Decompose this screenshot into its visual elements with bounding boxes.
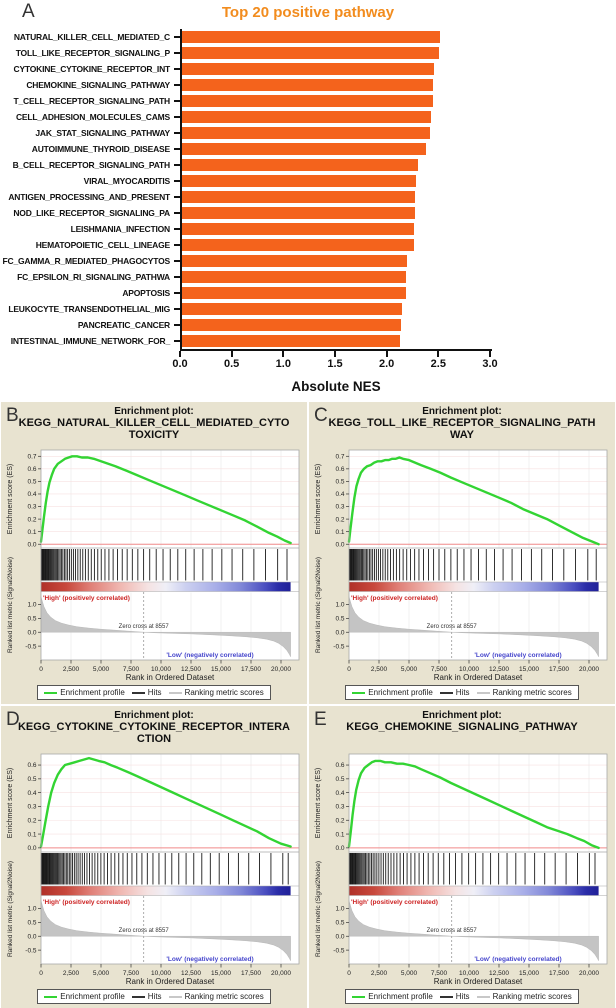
gsea-header-line: Enrichment plot: (114, 710, 194, 721)
low-correlated-label: 'Low' (negatively correlated) (474, 956, 562, 963)
gsea-pathway-title: KEGG_CYTOKINE_CYTOKINE_RECEPTOR_INTERACTION (17, 721, 290, 746)
x-tick-label: 7,500 (122, 666, 140, 673)
bar-chart-row (0, 253, 616, 269)
x-tick-label: 5,000 (400, 970, 418, 977)
x-tick-label: 0.0 (172, 358, 188, 370)
bar-chart-row (0, 93, 616, 109)
legend-label: Hits (455, 688, 470, 697)
legend-item-hits (440, 992, 470, 1001)
bar-category-label: AUTOIMMUNE_THYROID_DISEASE (31, 144, 170, 154)
x-tick-mark (334, 351, 336, 357)
bar (180, 111, 431, 123)
gsea-header (1, 402, 307, 447)
metric-y-axis-title: Ranked list metric (Signal2Noise) (315, 860, 322, 958)
panel-c-letter: C (314, 405, 328, 426)
bar-chart-row (0, 173, 616, 189)
legend-swatch (169, 996, 182, 998)
es-y-axis-title: Enrichment score (ES) (315, 767, 322, 839)
bar-category-label: NATURAL_KILLER_CELL_MEDIATED_C (13, 32, 170, 42)
x-tick-label: 12,500 (181, 666, 201, 673)
low-correlated-label: 'Low' (negatively correlated) (166, 956, 254, 963)
x-tick-mark (386, 351, 388, 357)
metric-y-axis-title: Ranked list metric (Signal2Noise) (7, 556, 14, 654)
panel-b-letter: B (6, 405, 19, 426)
bar-chart-x-label: Absolute NES (291, 379, 381, 394)
bar-chart-row (0, 29, 616, 45)
x-tick-label: 10,000 (151, 970, 171, 977)
metric-ytick-label: 0.5 (335, 615, 345, 623)
x-axis-title: Rank in Ordered Dataset (125, 977, 215, 986)
x-tick-label: 20,000 (579, 970, 599, 977)
bar-chart-row (0, 109, 616, 125)
zero-cross-label: Zero cross at 8557 (118, 928, 169, 934)
bar-chart-y-axis-line (180, 29, 182, 349)
bar-chart-row (0, 125, 616, 141)
x-tick-mark (489, 351, 491, 357)
es-ytick-label: 0.6 (335, 762, 345, 770)
x-tick-label: 12,500 (181, 970, 201, 977)
x-tick-label: 20,000 (271, 970, 291, 977)
legend-swatch (132, 692, 145, 694)
x-tick-label: 1.0 (275, 358, 291, 370)
gsea-pathway-title: KEGG_TOLL_LIKE_RECEPTOR_SIGNALING_PATHWAY (328, 417, 596, 442)
panel-e-letter: E (314, 709, 327, 730)
panel-a-letter: A (22, 1, 35, 22)
x-tick-label: 5,000 (400, 666, 418, 673)
bar-category-label: HEMATOPOIETIC_CELL_LINEAGE (35, 240, 170, 250)
es-ytick-label: 0.4 (335, 491, 345, 499)
high-correlated-label: 'High' (positively correlated) (43, 899, 130, 906)
panel-a-title: Top 20 positive pathway (221, 4, 395, 21)
gsea-plot-b (3, 448, 305, 684)
legend-label: Enrichment profile (60, 992, 125, 1001)
bar (180, 271, 406, 283)
gsea-panels-grid (1, 402, 616, 1008)
panel-d-letter: D (6, 709, 20, 730)
x-tick-mark (282, 351, 284, 357)
legend-swatch (440, 996, 453, 998)
gsea-header (309, 706, 615, 751)
bar-category-label: ANTIGEN_PROCESSING_AND_PRESENT (8, 192, 170, 202)
bar (180, 79, 433, 91)
metric-ytick-label: 0.0 (27, 933, 37, 941)
bar-chart-row (0, 333, 616, 349)
bar (180, 223, 414, 235)
bar-category-label: LEISHMANIA_INFECTION (70, 224, 170, 234)
x-tick-label: 12,500 (489, 666, 509, 673)
es-ytick-label: 0.7 (27, 453, 37, 461)
legend-label: Enrichment profile (368, 992, 433, 1001)
x-tick-label: 15,000 (211, 666, 231, 673)
rank-color-strip (41, 886, 291, 896)
legend-swatch (352, 692, 365, 694)
gsea-panel-b (1, 402, 307, 704)
x-tick-label: 0 (347, 970, 351, 977)
metric-ytick-label: -0.5 (333, 643, 345, 651)
es-ytick-label: 0.1 (27, 528, 37, 536)
bar (180, 255, 407, 267)
es-y-axis-title: Enrichment score (ES) (315, 463, 322, 535)
metric-ytick-label: 0.5 (27, 615, 37, 623)
bar (180, 239, 414, 251)
bar-chart-x-axis (172, 349, 498, 379)
bar (180, 175, 416, 187)
low-correlated-label: 'Low' (negatively correlated) (166, 652, 254, 659)
bar (180, 47, 439, 59)
bar-chart-row (0, 221, 616, 237)
bar-category-label: B_CELL_RECEPTOR_SIGNALING_PATH (12, 160, 170, 170)
metric-ytick-label: -0.5 (333, 947, 345, 955)
x-tick-label: 10,000 (151, 666, 171, 673)
es-ytick-label: 0.4 (27, 789, 37, 797)
legend-label: Ranking metric scores (492, 992, 572, 1001)
es-ytick-label: 0.0 (27, 845, 37, 853)
bar (180, 127, 430, 139)
gsea-header (1, 706, 307, 751)
legend-item-hits (132, 688, 162, 697)
es-ytick-label: 0.2 (27, 516, 37, 524)
es-y-axis-title: Enrichment score (ES) (7, 463, 14, 535)
x-tick-label: 2,500 (62, 970, 80, 977)
x-tick-label: 15,000 (211, 970, 231, 977)
es-ytick-label: 0.2 (335, 817, 345, 825)
legend-item-enrichment-profile (44, 992, 124, 1001)
x-tick-label: 2,500 (370, 666, 388, 673)
legend-label: Hits (147, 688, 162, 697)
es-ytick-label: 0.0 (335, 541, 345, 549)
es-ytick-label: 0.7 (335, 453, 345, 461)
bar (180, 63, 434, 75)
x-tick-label: 0 (39, 666, 43, 673)
legend-swatch (352, 996, 365, 998)
gsea-panel-e (309, 706, 615, 1008)
bar-chart-row (0, 189, 616, 205)
gsea-legend (37, 685, 270, 700)
legend-swatch (132, 996, 145, 998)
legend-item-enrichment-profile (44, 688, 124, 697)
rank-color-strip (41, 582, 291, 592)
bar-chart-row (0, 77, 616, 93)
gsea-pathway-title: KEGG_NATURAL_KILLER_CELL_MEDIATED_CYTOTOXICITY (18, 417, 290, 442)
x-tick-label: 5,000 (92, 666, 110, 673)
gsea-header-line: Enrichment plot: (422, 710, 502, 721)
es-ytick-label: 0.1 (27, 831, 37, 839)
es-ytick-label: 0.1 (335, 831, 345, 839)
es-ytick-label: 0.5 (335, 478, 345, 486)
gsea-legend (345, 989, 578, 1004)
x-tick-label: 1.5 (327, 358, 343, 370)
gsea-plot-d (3, 752, 305, 988)
bar-category-label: PANCREATIC_CANCER (77, 320, 170, 330)
x-tick-label: 20,000 (271, 666, 291, 673)
legend-label: Hits (147, 992, 162, 1001)
metric-ytick-label: -0.5 (25, 643, 37, 651)
x-tick-label: 7,500 (122, 970, 140, 977)
bar (180, 191, 415, 203)
zero-cross-label: Zero cross at 8557 (426, 928, 477, 934)
metric-ytick-label: 1.0 (27, 601, 37, 609)
x-tick-label: 2,500 (370, 970, 388, 977)
x-tick-label: 17,500 (241, 970, 261, 977)
x-tick-label: 2,500 (62, 666, 80, 673)
es-ytick-label: 0.2 (27, 817, 37, 825)
es-ytick-label: 0.3 (27, 503, 37, 511)
gsea-legend (345, 685, 578, 700)
gsea-pathway-title: KEGG_CHEMOKINE_SIGNALING_PATHWAY (346, 721, 578, 733)
gsea-panel-c (309, 402, 615, 704)
high-correlated-label: 'High' (positively correlated) (43, 595, 130, 602)
bar-category-label: FC_EPSILON_RI_SIGNALING_PATHWA (17, 272, 170, 282)
es-ytick-label: 0.6 (335, 466, 345, 474)
bar-chart-row (0, 157, 616, 173)
low-correlated-label: 'Low' (negatively correlated) (474, 652, 562, 659)
gsea-plot-c (311, 448, 613, 684)
es-ytick-label: 0.0 (27, 541, 37, 549)
bar-category-label: CYTOKINE_CYTOKINE_RECEPTOR_INT (13, 64, 170, 74)
x-tick-label: 15,000 (519, 970, 539, 977)
high-correlated-label: 'High' (positively correlated) (351, 595, 438, 602)
x-tick-label: 2.0 (379, 358, 395, 370)
bar-chart-row (0, 141, 616, 157)
bar-chart-row (0, 45, 616, 61)
bar (180, 143, 426, 155)
metric-ytick-label: 1.0 (27, 905, 37, 913)
bar (180, 207, 415, 219)
x-tick-mark (231, 351, 233, 357)
legend-item-enrichment-profile (352, 992, 432, 1001)
bar-chart (0, 29, 616, 349)
gsea-header (309, 402, 615, 447)
legend-swatch (440, 692, 453, 694)
bar-category-label: INTESTINAL_IMMUNE_NETWORK_FOR_ (10, 336, 170, 346)
zero-cross-label: Zero cross at 8557 (118, 624, 169, 630)
es-y-axis-title: Enrichment score (ES) (7, 767, 14, 839)
legend-swatch (169, 692, 182, 694)
legend-item-ranking-metric-scores (477, 688, 572, 697)
x-tick-label: 20,000 (579, 666, 599, 673)
x-tick-label: 3.0 (482, 358, 498, 370)
gsea-header-line: Enrichment plot: (422, 406, 502, 417)
bar (180, 335, 400, 347)
es-ytick-label: 0.4 (27, 491, 37, 499)
bar-category-label: T_CELL_RECEPTOR_SIGNALING_PATH (13, 96, 170, 106)
legend-item-hits (440, 688, 470, 697)
metric-ytick-label: -0.5 (25, 947, 37, 955)
es-ytick-label: 0.3 (335, 803, 345, 811)
x-tick-label: 17,500 (549, 970, 569, 977)
bar-chart-row (0, 61, 616, 77)
es-ytick-label: 0.4 (335, 789, 345, 797)
metric-ytick-label: 1.0 (335, 601, 345, 609)
bar-category-label: CHEMOKINE_SIGNALING_PATHWAY (26, 80, 170, 90)
bar (180, 287, 406, 299)
bar-category-label: VIRAL_MYOCARDITIS (83, 176, 170, 186)
x-axis-title: Rank in Ordered Dataset (125, 673, 215, 682)
bar-category-label: JAK_STAT_SIGNALING_PATHWAY (35, 128, 170, 138)
legend-item-hits (132, 992, 162, 1001)
bar-category-label: CELL_ADHESION_MOLECULES_CAMS (15, 112, 170, 122)
es-ytick-label: 0.2 (335, 516, 345, 524)
metric-ytick-label: 0.0 (27, 629, 37, 637)
legend-swatch (477, 996, 490, 998)
es-ytick-label: 0.3 (335, 503, 345, 511)
x-tick-label: 10,000 (459, 666, 479, 673)
gsea-plot-e (311, 752, 613, 988)
bar-chart-row (0, 205, 616, 221)
es-ytick-label: 0.6 (27, 466, 37, 474)
metric-ytick-label: 0.5 (335, 919, 345, 927)
bar (180, 319, 401, 331)
bar (180, 159, 418, 171)
legend-label: Ranking metric scores (184, 992, 264, 1001)
legend-label: Ranking metric scores (184, 688, 264, 697)
bar-category-label: APOPTOSIS (122, 288, 170, 298)
bar-category-label: NOD_LIKE_RECEPTOR_SIGNALING_PA (13, 208, 170, 218)
x-axis-title: Rank in Ordered Dataset (433, 673, 523, 682)
es-ytick-label: 0.6 (27, 762, 37, 770)
x-tick-label: 5,000 (92, 970, 110, 977)
x-tick-label: 7,500 (430, 970, 448, 977)
bar-category-label: TOLL_LIKE_RECEPTOR_SIGNALING_P (15, 48, 170, 58)
x-tick-label: 15,000 (519, 666, 539, 673)
metric-ytick-label: 1.0 (335, 905, 345, 913)
legend-item-ranking-metric-scores (477, 992, 572, 1001)
legend-item-enrichment-profile (352, 688, 432, 697)
es-ytick-label: 0.5 (27, 478, 37, 486)
x-tick-mark (179, 351, 181, 357)
x-tick-label: 2.5 (430, 358, 446, 370)
x-axis-title: Rank in Ordered Dataset (433, 977, 523, 986)
legend-label: Enrichment profile (368, 688, 433, 697)
legend-item-ranking-metric-scores (169, 688, 264, 697)
legend-label: Hits (455, 992, 470, 1001)
rank-color-strip (349, 582, 599, 592)
metric-ytick-label: 0.0 (335, 629, 345, 637)
x-tick-label: 17,500 (241, 666, 261, 673)
bar-chart-row (0, 269, 616, 285)
x-tick-label: 17,500 (549, 666, 569, 673)
bar-category-label: LEUKOCYTE_TRANSENDOTHELIAL_MIG (8, 304, 170, 314)
bar-chart-row (0, 317, 616, 333)
legend-swatch (44, 996, 57, 998)
gsea-header-line: Enrichment plot: (114, 406, 194, 417)
es-ytick-label: 0.0 (335, 845, 345, 853)
legend-label: Enrichment profile (60, 688, 125, 697)
x-tick-label: 0.5 (224, 358, 240, 370)
legend-swatch (44, 692, 57, 694)
gsea-legend (37, 989, 270, 1004)
x-tick-label: 0 (39, 970, 43, 977)
legend-swatch (477, 692, 490, 694)
panel-a (0, 0, 616, 400)
metric-ytick-label: 0.5 (27, 919, 37, 927)
metric-ytick-label: 0.0 (335, 933, 345, 941)
bar (180, 303, 402, 315)
x-tick-label: 12,500 (489, 970, 509, 977)
bar-category-label: FC_GAMMA_R_MEDIATED_PHAGOCYTOS (2, 256, 170, 266)
bar (180, 95, 433, 107)
x-tick-label: 0 (347, 666, 351, 673)
x-tick-mark (437, 351, 439, 357)
legend-label: Ranking metric scores (492, 688, 572, 697)
es-ytick-label: 0.5 (27, 776, 37, 784)
zero-cross-label: Zero cross at 8557 (426, 624, 477, 630)
bar-chart-row (0, 237, 616, 253)
high-correlated-label: 'High' (positively correlated) (351, 899, 438, 906)
legend-item-ranking-metric-scores (169, 992, 264, 1001)
es-ytick-label: 0.3 (27, 803, 37, 811)
bar (180, 31, 440, 43)
gsea-panel-d (1, 706, 307, 1008)
metric-y-axis-title: Ranked list metric (Signal2Noise) (315, 556, 322, 654)
x-tick-label: 7,500 (430, 666, 448, 673)
metric-y-axis-title: Ranked list metric (Signal2Noise) (7, 860, 14, 958)
es-ytick-label: 0.5 (335, 776, 345, 784)
bar-chart-row (0, 285, 616, 301)
x-tick-label: 10,000 (459, 970, 479, 977)
es-ytick-label: 0.1 (335, 528, 345, 536)
rank-color-strip (349, 886, 599, 896)
bar-chart-row (0, 301, 616, 317)
